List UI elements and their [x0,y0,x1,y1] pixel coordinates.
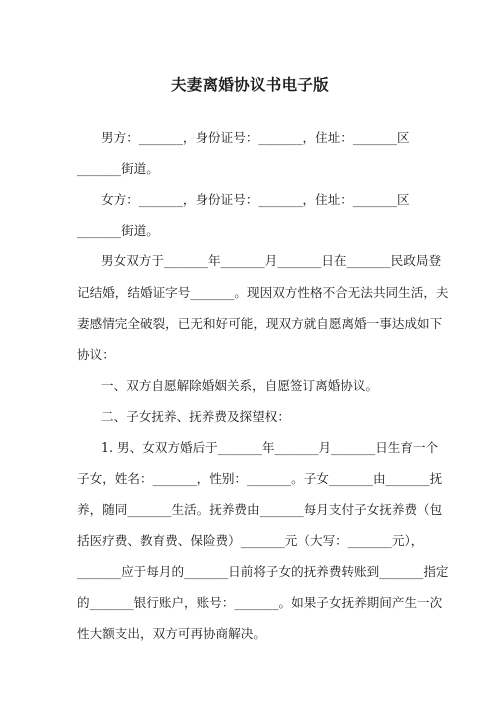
male-party-line: 男方：_______，身份证号：_______，住址：_______区 [101,130,410,145]
child-support-line: _______应于每月的_______日前将子女的抚养费转账到_______指定 [77,564,449,579]
clause-two-heading: 二、子女抚养、抚养费及探望权： [101,409,290,424]
child-support-line: 子女，姓名：_______，性别：_______。子女_______由_______抚 [77,471,443,486]
child-support-line: 养，随同_______生活。抚养费由_______每月支付子女抚养费（包 [77,502,443,517]
marriage-paragraph-line: 记结婚，结婚证字号_______。现因双方性格不合无法共同生活，夫 [77,285,449,300]
clause-one: 一、双方自愿解除婚姻关系，自愿签订离婚协议。 [101,378,379,393]
child-support-line: 性大额支出，双方可再协商解决。 [77,626,266,641]
marriage-paragraph-line: 妻感情完全破裂，已无和好可能，现双方就自愿离婚一事达成如下 [77,316,443,331]
male-party-line-cont: _______街道。 [77,161,159,176]
child-support-line: 括医疗费、教育费、保险费）_______元（大写：_______元）， [77,533,424,548]
female-party-line-cont: _______街道。 [77,223,159,238]
marriage-paragraph-line: 男女双方于_______年_______月_______日在_______民政局登 [101,253,442,268]
child-support-line: 1. 男、女双方婚后于_______年_______月_______日生育一个 [101,440,439,455]
document-title: 夫妻离婚协议书电子版 [170,76,329,94]
female-party-line: 女方：_______，身份证号：_______，住址：_______区 [101,192,410,207]
child-support-line: 的_______银行账户，账号：_______。如果子女抚养期间产生一次 [77,595,443,610]
marriage-paragraph-line: 协议： [77,347,115,362]
